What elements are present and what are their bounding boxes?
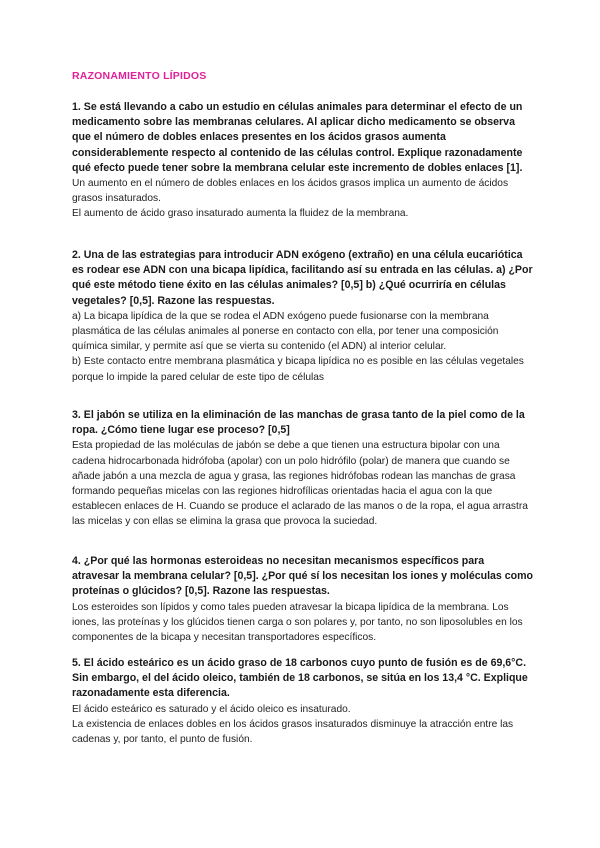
document-title: RAZONAMIENTO LÍPIDOS <box>72 70 207 82</box>
question-block-5 <box>72 656 534 747</box>
question-block-3 <box>72 408 534 530</box>
answer-text: El ácido esteárico es saturado y el ácido oleico es insaturado. <box>72 703 351 715</box>
question-text: 5. El ácido esteárico es un ácido graso de 18 carbonos cuyo punto de fusión es de 69,6°C. Sin embargo, el del ácido oleico, también de 18 carbonos, se sitúa en los 13,4 °C. Explique razonadamente esta diferencia. <box>72 657 528 700</box>
answer-text: a) La bicapa lipídica de la que se rodea el ADN exógeno puede fusionarse con la membrana plasmática de las células animales al ponerse en contacto con ella, por tener una composición química similar, y permite así que se vierta su contenido (el ADN) al interior celular. <box>72 310 499 353</box>
answer-text: Los esteroides son lípidos y como tales pueden atravesar la bicapa lipídica de la membrana. Los iones, las proteínas y los glúcidos tienen carga o son polares y, por tanto, no son liposolubles en los componentes de la bicapa y necesitan transportadores específicos. <box>72 601 523 644</box>
question-block-1 <box>72 100 534 222</box>
answer-text: El aumento de ácido graso insaturado aumenta la fluidez de la membrana. <box>72 208 409 220</box>
question-text: 3. El jabón se utiliza en la eliminación de las manchas de grasa tanto de la piel como de la ropa. ¿Cómo tiene lugar ese proceso? [0,5] <box>72 409 525 437</box>
answer-text: La existencia de enlaces dobles en los ácidos grasos insaturados disminuye la atracción entre las cadenas y, por tanto, el punto de fusión. <box>72 718 514 746</box>
question-block-4 <box>72 554 534 645</box>
answer-text: Esta propiedad de las moléculas de jabón se debe a que tienen una estructura bipolar con una cadena hidrocarbonada hidrófoba (apolar) con un polo hidrófilo (polar) de manera que cuando se añade jabón a una mezcla de agua y grasa, las regiones hidrófobas rodean las manchas de grasa formando pequeñas micelas con las regiones hidrofílicas orientadas hacia el agua con la que establecen enlaces de H. Cuando se produce el aclarado de las manos o de la ropa, el agua arrastra las micelas y con ellas se elimina la grasa que provoca la suciedad. <box>72 440 528 528</box>
question-block-2 <box>72 248 534 385</box>
question-text: 2. Una de las estrategias para introducir ADN exógeno (extraño) en una célula eucariótica es rodear ese ADN con una bicapa lipídica, facilitando así su entrada en las células. a) ¿Por qué este método tiene éxito en las células animales? [0,5] b) ¿Qué ocurriría en células vegetales? [0,5]. Razone las respuestas. <box>72 249 533 307</box>
question-text: 4. ¿Por qué las hormonas esteroideas no necesitan mecanismos específicos para atravesar la membrana celular? [0,5]. ¿Por qué sí los necesitan los iones y moléculas como proteínas o glúcidos? [0,5]. Razone las respuestas. <box>72 555 534 598</box>
question-text: 1. Se está llevando a cabo un estudio en células animales para determinar el efecto de un medicamento sobre las membranas celulares. Al aplicar dicho medicamento se observa que el número de dobles enlaces presentes en los ácidos grasos aumenta considerablemente respecto al contenido de las células control. Explique razonadamente qué efecto puede tener sobre la membrana celular este incremento de dobles enlaces [1]. <box>72 101 523 174</box>
answer-text: b) Este contacto entre membrana plasmática y bicapa lipídica no es posible en las células vegetales porque lo impide la pared celular de este tipo de células <box>72 356 524 383</box>
answer-text: Un aumento en el número de dobles enlaces en los ácidos grasos implica un aumento de ácidos grasos insaturados. <box>72 178 509 205</box>
